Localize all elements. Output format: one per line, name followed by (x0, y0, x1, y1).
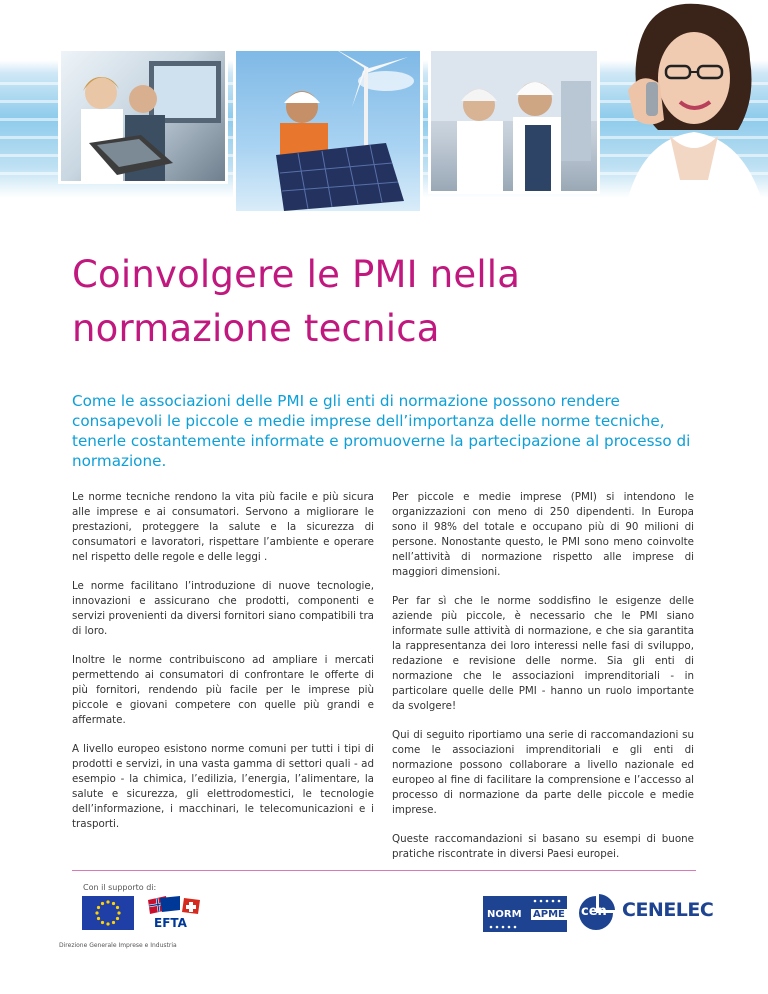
hero-banner (0, 0, 768, 215)
paragraph: Le norme tecniche rendono la vita più facile e più sicura alle imprese e ai consumatori. Servono a migliorare le prestazioni, proteggere la salute e la sicurezza di consumatori e lavoratori, rispettare l’ambiente e operare nel rispetto delle regole e delle leggi . (72, 491, 374, 563)
support-label: Con il supporto di: (83, 883, 157, 892)
photo-woman-phone (598, 0, 768, 215)
cen-logo (577, 894, 615, 932)
paragraph: Inoltre le norme contribuiscono ad ampliare i mercati permettendo ai consumatori di confrontare le offerte di più fornitori, rendendo più facile per le imprese più piccole e giovani competere con quelle più grandi e affermate. (72, 654, 374, 726)
photo-laptop-team (58, 48, 228, 184)
photo-engineers (428, 48, 600, 194)
efta-text: EFTA (154, 916, 187, 930)
paragraph: A livello europeo esistono norme comuni per tutti i tipi di prodotti e servizi, in una vasta gamma di settori quali - ad esempio - la chimica, l’edilizia, l’energia, l’alimentare, la salute e sicurezza, gli elettrodomestici, le tecnologie dell’informazione, i macchinari, le telecomunicazioni e i trasporti. (72, 743, 374, 830)
document-title: Coinvolgere le PMI nella normazione tecnica (72, 253, 521, 350)
document-subtitle: Come le associazioni delle PMI e gli enti di normazione possono rendere consapevoli le piccole e medie imprese dell’importanza delle norme tecniche, tenerle costantemente informate e promuoverne la partecipazione al processo di normazione. (72, 392, 691, 470)
normapme-text-norm: NORM (487, 909, 522, 920)
right-column (392, 490, 694, 876)
cenelec-logo: CENELEC (622, 899, 714, 921)
cen-text: cen (581, 904, 607, 919)
paragraph: Per piccole e medie imprese (PMI) si intendono le organizzazioni con meno di 250 dipendenti. In Europa sono il 98% del totale e occupano più di 90 milioni di persone. Nonostante questo, le PMI sono meno coinvolte nell’attività di normazione rispetto alle imprese di maggiori dimensioni. (392, 491, 694, 578)
normapme-logo (483, 896, 567, 932)
normapme-text-apme: APME (533, 909, 565, 920)
dg-label: Direzione Generale Imprese e Industria (59, 942, 177, 949)
efta-logo (146, 896, 202, 930)
left-column (72, 490, 374, 846)
paragraph: Per far sì che le norme soddisfino le esigenze delle aziende più piccole, è necessario che le PMI siano informate sulle attività di normazione, e che sia garantita la rappresentanza dei loro interessi nelle fasi di sviluppo, redazione e revisione delle norme. Sia gli enti di normazione che le associazioni imprenditoriali - in particolare quelle delle PMI - hanno un ruolo importante da svolgere! (392, 595, 694, 712)
eu-flag-logo (82, 896, 134, 930)
photo-solar-worker (233, 48, 423, 214)
footer-divider (72, 870, 696, 871)
paragraph: Queste raccomandazioni si basano su esempi di buone pratiche riscontrate in diversi Paesi europei. (392, 833, 694, 860)
paragraph: Qui di seguito riportiamo una serie di raccomandazioni su come le associazioni imprenditoriali e gli enti di normazione possono collaborare a livello nazionale ed europeo al fine di facilitare la comprensione e l’accesso al processo di normazione da parte delle piccole e medie imprese. (392, 729, 694, 816)
paragraph: Le norme facilitano l’introduzione di nuove tecnologie, innovazioni e assicurano che prodotti, componenti e servizi provenienti da diversi fornitori siano compatibili tra di loro. (72, 580, 374, 637)
